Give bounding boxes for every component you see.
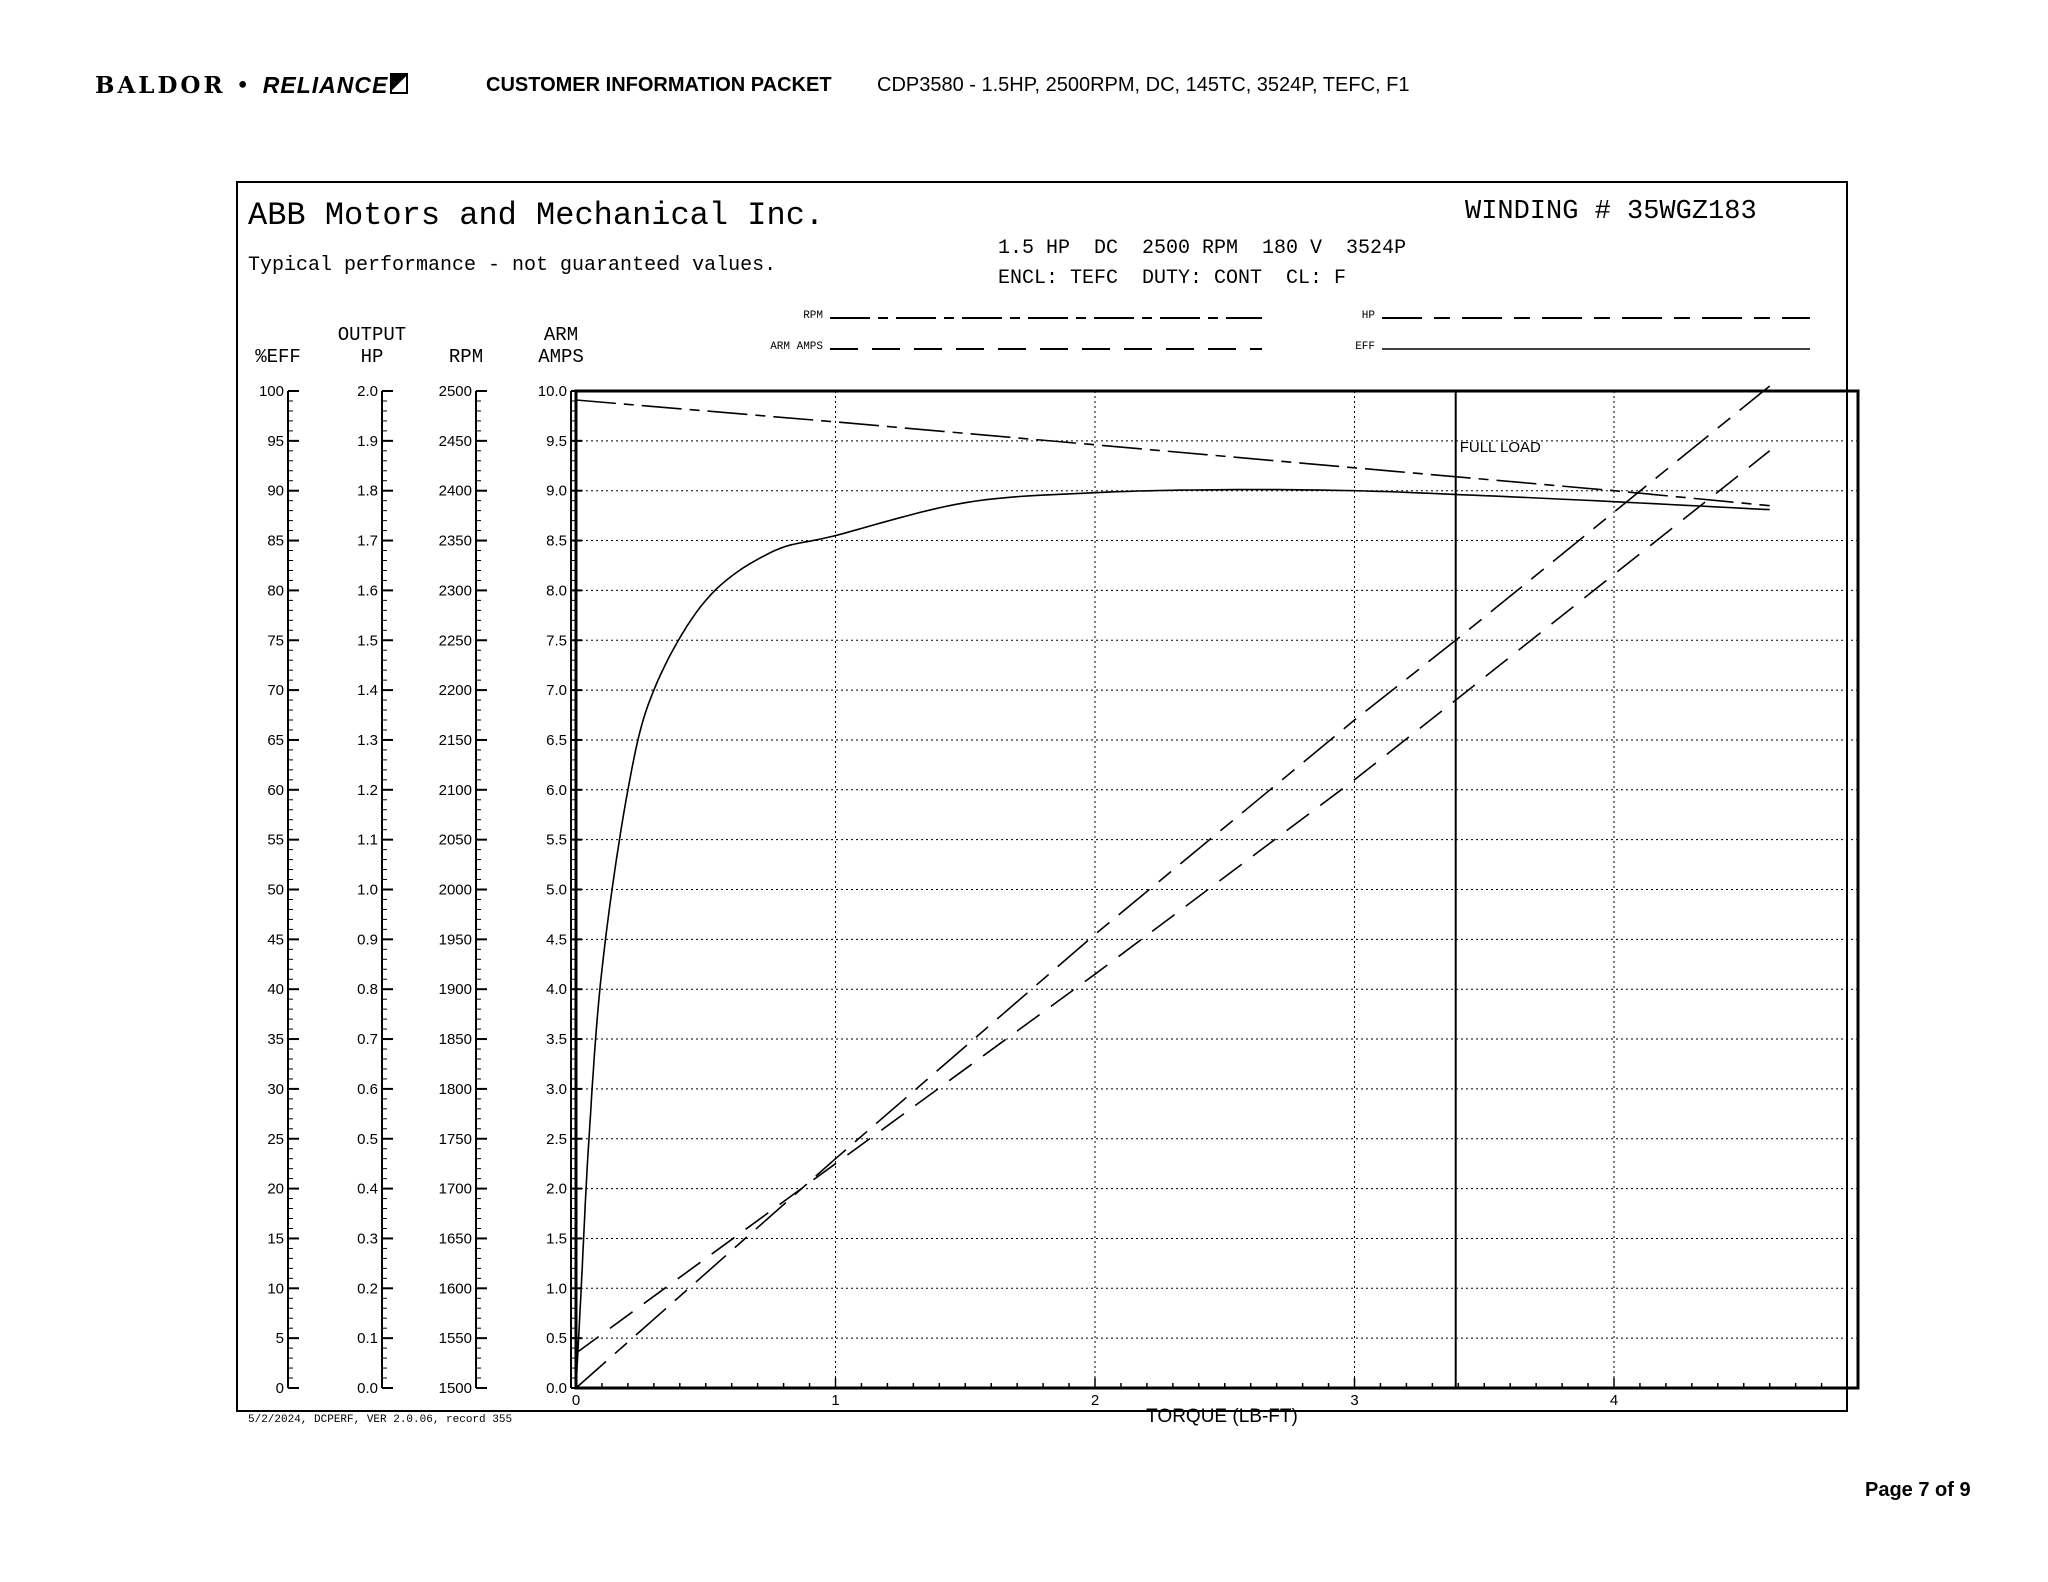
- axis-tick-label-hp: 1.3: [357, 731, 378, 749]
- page-number: Page 7 of 9: [1865, 1479, 1971, 1501]
- axis-tick-label-amps: 3.0: [546, 1080, 567, 1098]
- axis-tick-label-rpm: 2000: [438, 881, 472, 899]
- axis-tick-label-rpm: 2450: [438, 432, 472, 450]
- x-tick-label: 3: [1350, 1392, 1359, 1409]
- axis-tick-label-hp: 0.5: [357, 1130, 378, 1148]
- axis-tick-label-amps: 0.5: [546, 1330, 567, 1348]
- axis-tick-label-hp: 2.0: [357, 383, 378, 400]
- axis-tick-label-rpm: 2350: [438, 532, 472, 550]
- axis-tick-label-eff: 100: [258, 383, 284, 400]
- plot-grid: [572, 391, 1858, 1409]
- legend: [770, 310, 1810, 353]
- axis-tick-label-eff: 50: [267, 881, 284, 899]
- packet-title: CUSTOMER INFORMATION PACKET: [486, 74, 832, 96]
- legend-label-arm-amps: ARM AMPS: [770, 341, 823, 353]
- axis-tick-label-amps: 6.5: [546, 731, 567, 749]
- axis-tick-label-eff: 10: [267, 1280, 284, 1298]
- axis-tick-label-hp: 1.6: [357, 582, 378, 600]
- axis-tick-label-rpm: 2050: [438, 831, 472, 849]
- axis-tick-label-hp: 0.1: [357, 1330, 378, 1348]
- legend-label-rpm: RPM: [803, 310, 823, 322]
- x-axis-title: TORQUE (LB-FT): [1146, 1406, 1298, 1427]
- axis-tick-label-amps: 6.0: [546, 781, 567, 799]
- axis-tick-label-rpm: 2400: [438, 482, 472, 500]
- axis-tick-label-amps: 0.0: [546, 1380, 567, 1397]
- winding-number: WINDING # 35WGZ183: [1465, 197, 1757, 227]
- axis-tick-label-amps: 1.5: [546, 1230, 567, 1248]
- axis-tick-label-amps: 4.0: [546, 981, 567, 999]
- axis-header-amps-line1: ARM: [543, 324, 579, 346]
- axis-tick-label-eff: 80: [267, 582, 284, 600]
- axis-tick-label-rpm: 2200: [438, 682, 472, 700]
- axis-tick-label-rpm: 1950: [438, 931, 472, 949]
- axis-tick-label-eff: 70: [267, 682, 284, 700]
- axis-tick-label-amps: 2.5: [546, 1130, 567, 1148]
- axis-tick-label-rpm: 2100: [438, 781, 472, 799]
- axis-tick-label-amps: 9.0: [546, 482, 567, 500]
- axis-tick-label-amps: 1.0: [546, 1280, 567, 1298]
- x-tick-label: 2: [1090, 1392, 1100, 1409]
- axis-tick-label-rpm: 1700: [438, 1180, 472, 1198]
- axis-tick-label-eff: 0: [275, 1380, 284, 1397]
- axis-tick-label-eff: 55: [267, 831, 284, 849]
- company-name: ABB Motors and Mechanical Inc.: [248, 197, 825, 234]
- axis-tick-label-rpm: 1650: [438, 1230, 472, 1248]
- axis-tick-label-hp: 1.8: [357, 482, 378, 500]
- axis-tick-label-eff: 45: [267, 931, 284, 949]
- axis-tick-label-eff: 75: [267, 632, 284, 650]
- axis-tick-label-hp: 1.4: [357, 682, 378, 700]
- chart-subtitle: Typical performance - not guaranteed values.: [248, 254, 777, 277]
- axis-tick-label-hp: 1.7: [357, 532, 378, 550]
- axis-header-hp-line2: HP: [360, 346, 384, 368]
- axis-header-hp-line1: OUTPUT: [337, 324, 407, 346]
- axis-tick-label-rpm: 1500: [438, 1380, 472, 1397]
- axis-tick-label-amps: 4.5: [546, 931, 567, 949]
- axis-tick-label-amps: 5.0: [546, 881, 567, 899]
- axis-tick-label-hp: 0.7: [357, 1031, 378, 1049]
- axis-tick-label-amps: 7.5: [546, 632, 567, 650]
- chart-footnote: 5/2/2024, DCPERF, VER 2.0.06, record 355: [248, 1414, 513, 1426]
- spec-line-2: ENCL: TEFC DUTY: CONT CL: F: [998, 267, 1347, 290]
- axis-tick-label-amps: 9.5: [546, 432, 567, 450]
- axis-tick-label-hp: 0.9: [357, 931, 378, 949]
- axis-tick-label-amps: 8.5: [546, 532, 567, 550]
- axis-tick-label-eff: 35: [267, 1031, 284, 1049]
- axis-tick-label-hp: 1.0: [357, 881, 378, 899]
- legend-label-eff: EFF: [1355, 341, 1375, 353]
- value-axes: [259, 383, 582, 1397]
- axis-header-rpm-line2: RPM: [448, 346, 484, 368]
- axis-tick-label-amps: 8.0: [546, 582, 567, 600]
- axis-tick-label-eff: 25: [267, 1130, 284, 1148]
- axis-tick-label-eff: 95: [267, 432, 284, 450]
- series-hp: [576, 386, 1770, 1388]
- model-description: CDP3580 - 1.5HP, 2500RPM, DC, 145TC, 3524P, TEFC, F1: [877, 74, 1410, 96]
- axis-tick-label-rpm: 2150: [438, 731, 472, 749]
- axis-tick-label-eff: 15: [267, 1230, 284, 1248]
- axis-tick-label-rpm: 1550: [438, 1330, 472, 1348]
- axis-tick-label-hp: 0.8: [357, 981, 378, 999]
- series-eff: [576, 490, 1770, 1388]
- axis-tick-label-amps: 7.0: [546, 682, 567, 700]
- axis-tick-label-hp: 0.0: [357, 1380, 378, 1397]
- axis-tick-label-hp: 0.6: [357, 1080, 378, 1098]
- series-arm-amps: [576, 451, 1770, 1353]
- axis-tick-label-rpm: 2300: [438, 582, 472, 600]
- axis-tick-label-eff: 60: [267, 781, 284, 799]
- x-tick-label: 0: [571, 1392, 581, 1409]
- full-load-label: FULL LOAD: [1459, 439, 1541, 456]
- axis-tick-label-amps: 3.5: [546, 1031, 567, 1049]
- plot-series: [576, 386, 1770, 1388]
- axis-tick-label-rpm: 1600: [438, 1280, 472, 1298]
- axis-tick-label-amps: 5.5: [546, 831, 567, 849]
- logo-reliance: RELIANCE: [262, 72, 389, 98]
- axis-tick-label-eff: 5: [275, 1330, 284, 1348]
- logo-dot: •: [235, 73, 253, 99]
- axis-tick-label-hp: 1.9: [357, 432, 378, 450]
- spec-line-1: 1.5 HP DC 2500 RPM 180 V 3524P: [998, 237, 1407, 260]
- axis-tick-label-hp: 1.1: [357, 831, 378, 849]
- axis-tick-label-rpm: 1900: [438, 981, 472, 999]
- axis-tick-label-rpm: 1750: [438, 1130, 472, 1148]
- axis-tick-label-eff: 40: [267, 981, 284, 999]
- x-tick-label: 1: [831, 1392, 840, 1409]
- axis-header-eff-line2: %EFF: [255, 346, 301, 368]
- axis-tick-label-eff: 65: [267, 731, 284, 749]
- axis-tick-label-hp: 0.4: [357, 1180, 378, 1198]
- axis-tick-label-eff: 30: [267, 1080, 284, 1098]
- axis-tick-label-rpm: 1800: [438, 1080, 472, 1098]
- axis-tick-label-eff: 85: [267, 532, 284, 550]
- axis-tick-label-eff: 90: [267, 482, 284, 500]
- axis-tick-label-rpm: 1850: [438, 1031, 472, 1049]
- axis-header-amps-line2: AMPS: [538, 346, 584, 368]
- axis-tick-label-rpm: 2500: [438, 383, 472, 400]
- axis-tick-label-amps: 2.0: [546, 1180, 567, 1198]
- axis-tick-label-hp: 1.2: [357, 781, 378, 799]
- axis-tick-label-amps: 10.0: [537, 383, 567, 400]
- axis-tick-label-hp: 1.5: [357, 632, 378, 650]
- logo-baldor: BALDOR: [95, 72, 226, 99]
- axis-tick-label-hp: 0.3: [357, 1230, 378, 1248]
- axis-tick-label-rpm: 2250: [438, 632, 472, 650]
- x-tick-label: 4: [1609, 1392, 1619, 1409]
- legend-label-hp: HP: [1361, 310, 1375, 322]
- axis-tick-label-hp: 0.2: [357, 1280, 378, 1298]
- axis-tick-label-eff: 20: [267, 1180, 284, 1198]
